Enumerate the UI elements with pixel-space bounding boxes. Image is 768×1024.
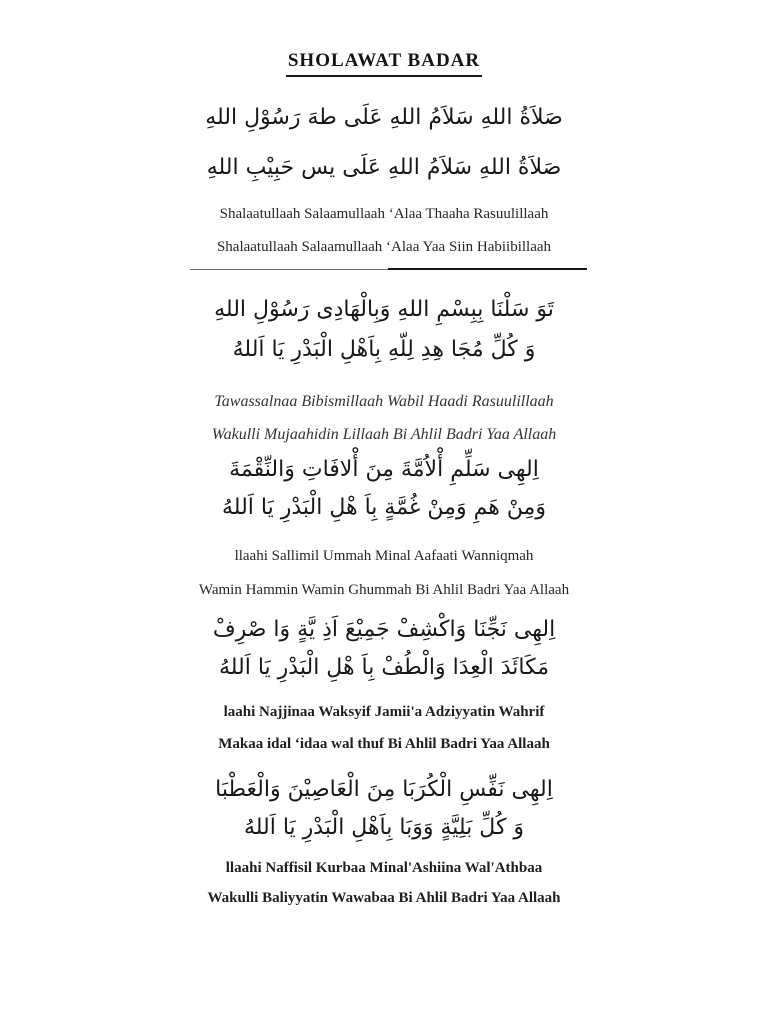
transliteration-line: Shalaatullaah Salaamullaah ‘Alaa Thaaha Rasuulillaah [219,206,549,222]
transliteration-line: Tawassalnaa Bibismillaah Wabil Haadi Rasuulillaah [214,393,554,410]
arabic-line: وَمِنْ هَمِ وَمِنْ غُمَّةٍ بِاَ هْلِ الْبَدْرِ يَا اَللهُ [222,495,546,520]
arabic-line: مَكَائَدَ الْعِدَا وَالْطُفْ بِاَ هْلِ الْبَدْرِ يَا اَللهُ [218,655,550,680]
transliteration-line: Wakulli Mujaahidin Lillaah Bi Ahlil Badri Yaa Allaah [211,426,557,443]
transliteration-line: Makaa idal ‘idaa wal thuf Bi Ahlil Badri Yaa Allaah [218,736,550,752]
transliteration-line: Wakulli Baliyyatin Wawabaa Bi Ahlil Badri Yaa Allaah [207,890,561,906]
arabic-line: اِلهِى نَجِّنَا وَاكْشِفْ جَمِيْعَ اَذِ يَّةٍ وَا صْرِفْ [212,617,556,642]
arabic-line: اِلهِى نَفِّسِ الْكُرَبَا مِنَ الْعَاصِيْنَ وَالْعَطْبَا [215,777,553,802]
arabic-line: صَلاَةُ اللهِ سَلاَمُ اللهِ عَلَى يس حَبِيْبِ اللهِ [206,155,562,180]
transliteration-line: laahi Najjinaa Waksyif Jamii'a Adziyyatin Wahrif [223,704,545,720]
arabic-line: اِلهِى سَلِّمِ أْلاُمَّةَ مِنَ أْلافَاتِ وَالنِّقْمَةَ [229,457,539,482]
transliteration-line: llaahi Sallimil Ummah Minal Aafaati Wanniqmah [234,548,534,564]
transliteration-line: Wamin Hammin Wamin Ghummah Bi Ahlil Badri Yaa Allaah [198,582,570,598]
arabic-line: وَ كُلِّ بَلِيَّةٍ وَوَبَا بِاَهْلِ الْبَدْرِ يَا اَللهُ [243,815,525,840]
arabic-line: وَ كُلِّ مُجَا هِدِ لِلّهِ بِاَهْلِ الْبَدْرِ يَا اَللهُ [232,337,536,362]
horizontal-divider-right [388,268,587,270]
page-title: SHOLAWAT BADAR [286,50,482,77]
transliteration-line: Shalaatullaah Salaamullaah ‘Alaa Yaa Siin Habiibillaah [216,239,552,255]
arabic-line: تَوَ سَلْنَا بِبِسْمِ اللهِ وَبِالْهَادِى رَسُوْلِ اللهِ [214,297,554,322]
title-row [0,50,768,77]
horizontal-divider-left [190,269,388,270]
arabic-line: صَلاَةُ اللهِ سَلاَمُ اللهِ عَلَى طهَ رَسُوْلِ اللهِ [205,105,563,130]
transliteration-line: llaahi Naffisil Kurbaa Minal'Ashiina Wal'Athbaa [225,860,543,876]
